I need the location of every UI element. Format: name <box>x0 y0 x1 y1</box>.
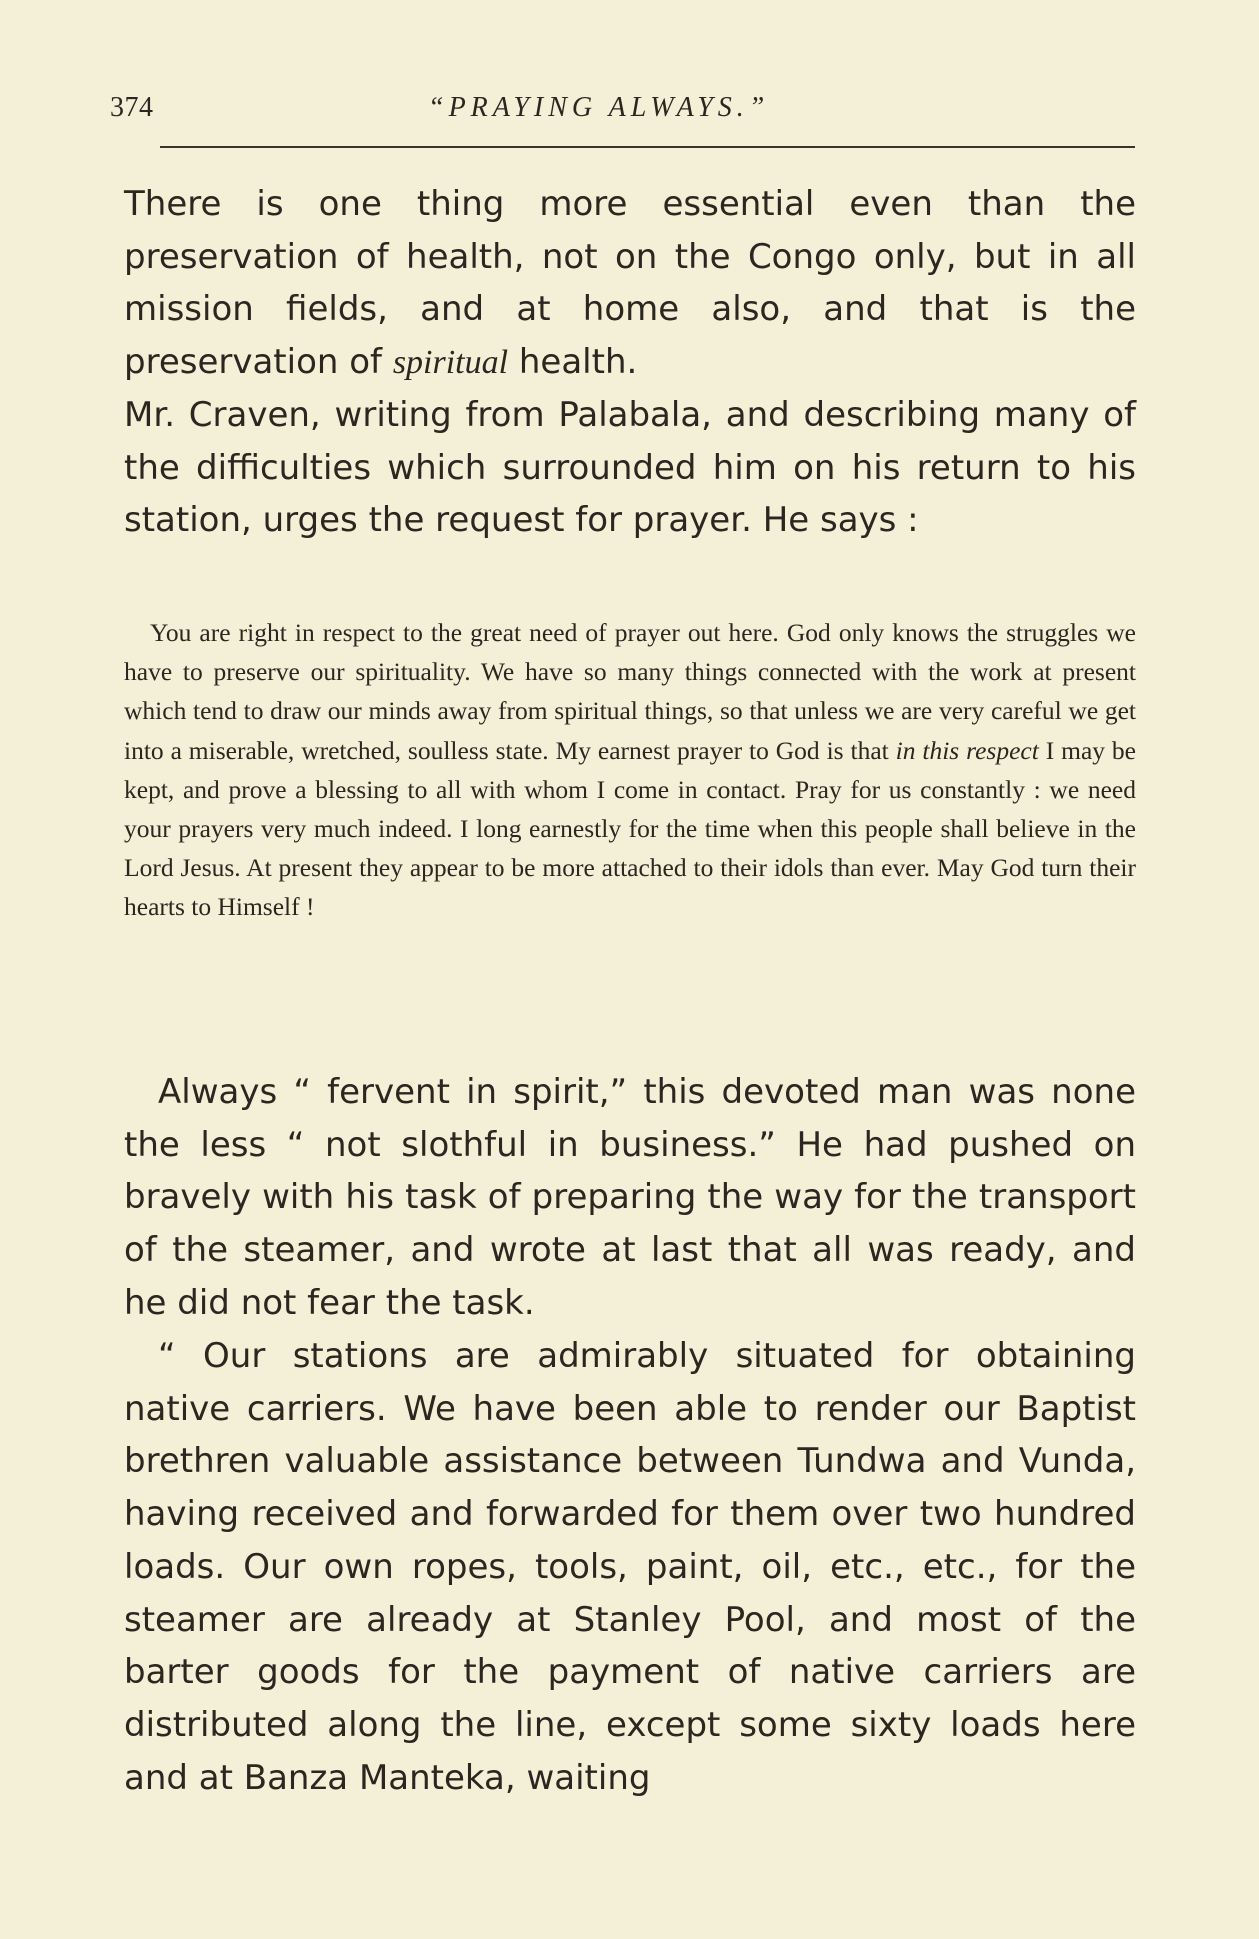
paragraph-text: There is one thing more essential even than the preservation of health, not on the Congo only, but in all mission fields, and at home also, and that is the preservation of <box>124 184 1136 383</box>
quote-text: I may be kept, and prove a blessing to all with whom I come in contact. Pray for us constantly : we need your prayers very much indeed. I long earnestly for the time when this people shall believe in the Lord Jesus. At present they appear to be more attached to their idols than ever. May God turn their hearts to Himself ! <box>124 735 1136 922</box>
quoted-letter <box>124 613 1136 927</box>
quote-text: You are right in respect to the great need of prayer out here. God only knows the struggles we have to preserve our spirituality. We have so many things connected with the work at present which tend to draw our minds away from spiritual things, so that unless we are very careful we get into a miserable, wretched, soulless state. My earnest prayer to God is that <box>124 618 1136 765</box>
italic-emphasis: spiritual <box>392 344 509 382</box>
page-header <box>110 92 1135 132</box>
running-head: “PRAYING ALWAYS.” <box>428 92 770 123</box>
paragraph-text: health. <box>508 342 638 383</box>
paragraph-stations: “ Our stations are admirably situated for obtaining native carriers. We have been able to render our Baptist brethren valuable assistance between Tundwa and Vunda, having received and forwarded for them over two hundred loads. Our own ropes, tools, paint, oil, etc., etc., for the steamer are already at Stanley Pool, and most of the barter goods for the payment of native carriers are distributed along the line, except some sixty loads here and at Banza Manteka, waiting <box>124 1336 1136 1798</box>
paragraph-fervent: Always “ fervent in spirit,” this devoted man was none the less “ not slothful in business.” He had pushed on bravely with his task of preparing the way for the transport of the steamer, and wrote at last that all was ready, and he did not fear the task. <box>124 1072 1136 1323</box>
header-rule <box>160 146 1135 148</box>
paragraph-craven: Mr. Craven, writing from Palabala, and describing many of the difficulties which surrounded him on his return to his station, urges the request for prayer. He says : <box>124 395 1136 541</box>
page-number: 374 <box>110 92 154 123</box>
paragraph-spiritual-health <box>124 178 1136 390</box>
italic-emphasis: in this respect <box>895 735 1039 765</box>
